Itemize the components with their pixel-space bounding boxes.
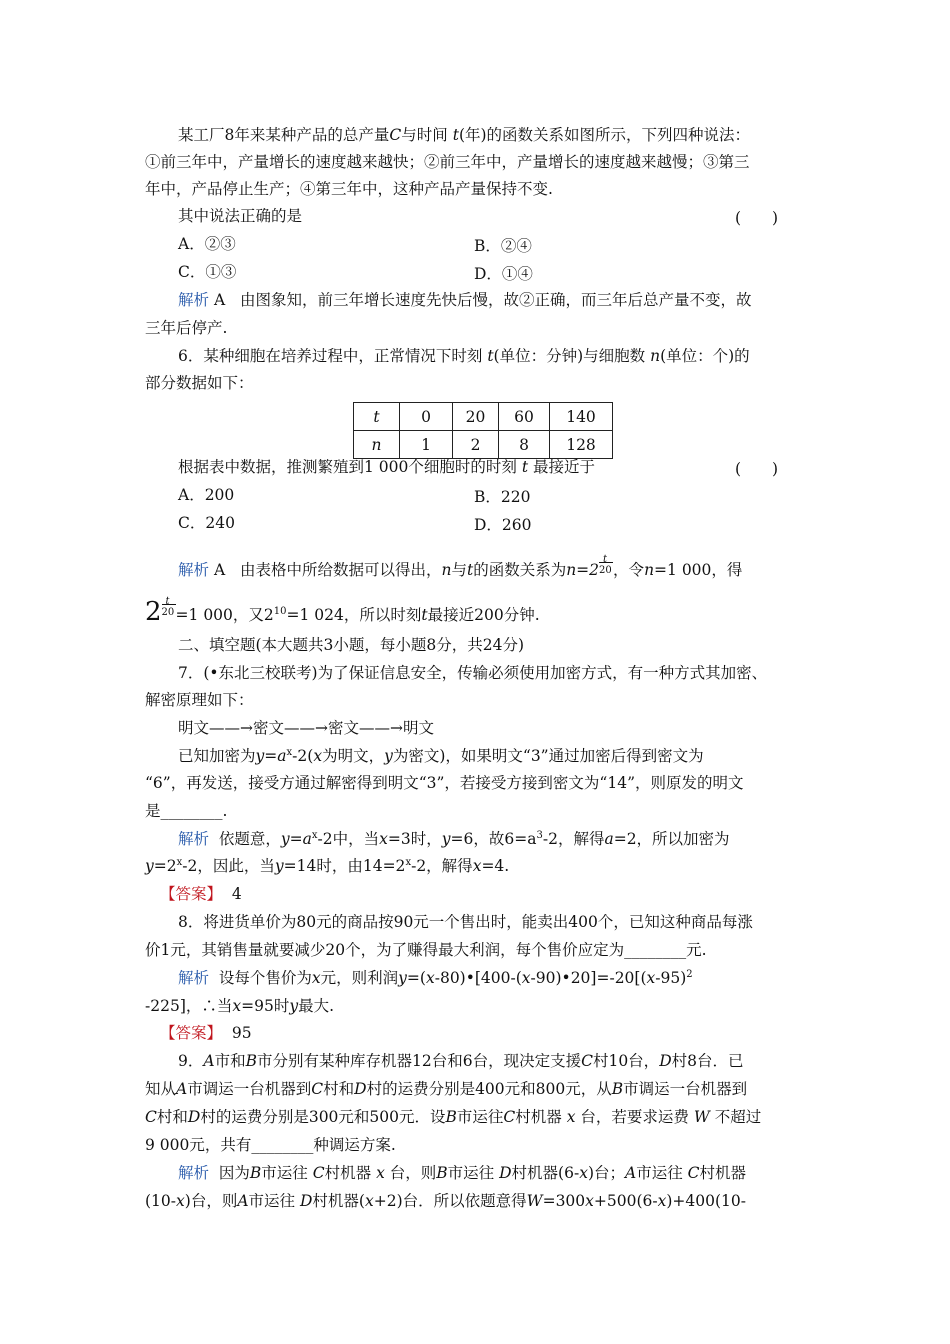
q6-data-table [353, 402, 613, 459]
q5-prompt: 其中说法正确的是 [178, 207, 303, 225]
jiexi-label: 解析 [178, 969, 210, 987]
q7-solution-1: 解析 依题意，$y=a^x-2$中，当x=3时，y=6，故$6=a^3-2$，解得a=2，所以加密为 [178, 830, 730, 848]
q7-flow: 明文——→密文——→密文——→明文 [178, 719, 434, 737]
table-cell: 60 [499, 403, 550, 431]
q5-line-2: ①前三年中，产量增长的速度越来越快；②前三年中，产量增长的速度越来越慢；③第三 [145, 153, 750, 171]
q5-line-3: 年中，产品停止生产；④第三年中，这种产品产量保持不变. [145, 180, 553, 198]
q6-option-c: C．240 [178, 514, 235, 532]
q8-line-1: 8．将进货单价为80元的商品按90元一个售出时，能卖出400个，已知这种商品每涨 [178, 913, 753, 931]
q7-solution-2: $y=2^x-2$，因此，当y=14时，由$14=2^x-2$，解得x=4. [145, 857, 510, 875]
q9-line-2: 知从A市调运一台机器到C村和D村的运费分别是400元和800元，从B市调运一台机器到 [145, 1080, 748, 1098]
q5-option-a: A．②③ [178, 235, 236, 253]
q8-solution-2: -225]，∴当x=95时y最大. [145, 997, 335, 1015]
q7-line-5: “6”，再发送，接受方通过解密得到明文“3”，若接受方接到密文为“14”，则原发的明文 [145, 774, 744, 792]
jiexi-label: 解析 [178, 561, 210, 579]
q5-solution-1: 解析 A 由图象知，前三年增长速度先快后慢，故②正确，而三年后总产量不变，故 [178, 291, 752, 309]
q9-solution-2: (10-x)台，则A市运往 D村机器(x+2)台．所以依题意得W=300x+500(6-x)+400(10- [145, 1192, 747, 1210]
q6-solution-1: 解析 A 由表格中所给数据可以得出，n与t的函数关系为n=2 t 20 ，令n=1 000，得 [178, 554, 743, 579]
q8-solution-1: 解析 设每个售价为x元，则利润$y=(x-80)•[400-(x-90)•20]=-20[(x-95)^2$ [178, 969, 693, 987]
q6-solution-2: 2 t 20 =1 000，又$2^{10}=1$ 024，所以时刻t最接近200分钟. [145, 596, 540, 627]
q5-option-c: C．①③ [178, 263, 237, 281]
q5-option-d: D．①④ [474, 265, 533, 283]
table-cell: 20 [453, 403, 499, 431]
q7-line-1: 7．(•东北三校联考)为了保证信息安全，传输必须使用加密方式，有一种方式其加密、 [178, 664, 768, 682]
base-two: 2 [145, 597, 162, 627]
q7-line-4: 已知加密为$y=a^x-2(x$为明文，y为密文)，如果明文“3”通过加密后得到密文为 [178, 747, 704, 765]
jiexi-label: 解析 [178, 291, 210, 309]
table-row [354, 431, 613, 459]
exponent-fraction: t 20 [161, 596, 175, 618]
q6-option-d: D．260 [474, 516, 532, 534]
q5-option-b: B．②④ [474, 237, 532, 255]
q6-prompt: 根据表中数据，推测繁殖到1 000个细胞时的时刻 t 最接近于 [178, 458, 595, 476]
answer-label: 【答案】 [160, 1024, 223, 1042]
exponent-fraction: t 20 [599, 554, 612, 576]
q9-line-3: C村和D村的运费分别是300元和500元．设B市运往C村机器 x 台，若要求运费 W 不超过 [145, 1108, 762, 1126]
table-cell: 0 [400, 403, 453, 431]
section-heading: 二、填空题(本大题共3小题，每小题8分，共24分) [178, 636, 525, 654]
q7-line-2: 解密原理如下： [145, 691, 254, 709]
q9-line-4: 9 000元，共有________种调运方案. [145, 1136, 396, 1154]
table-cell: t [354, 403, 400, 431]
table-cell: 1 [400, 431, 453, 459]
q7-answer: 【答案】 4 [160, 885, 242, 903]
jiexi-label: 解析 [178, 1164, 210, 1182]
q9-line-1: 9．A市和B市分别有某种库存机器12台和6台，现决定支援C村10台，D村8台．已 [178, 1052, 744, 1070]
q5-answer-paren: ( ) [735, 209, 779, 227]
table-row [354, 403, 613, 431]
table-cell: 128 [550, 431, 613, 459]
q6-answer-paren: ( ) [735, 460, 779, 478]
q8-line-2: 价1元，其销售量就要减少20个，为了赚得最大利润，每个售价应定为________元. [145, 941, 707, 959]
table-cell: 140 [550, 403, 613, 431]
q6-option-a: A．200 [178, 486, 235, 504]
table-cell: 2 [453, 431, 499, 459]
q8-answer: 【答案】 95 [160, 1024, 252, 1042]
jiexi-label: 解析 [178, 830, 210, 848]
answer-label: 【答案】 [160, 885, 223, 903]
q5-line-1: 某工厂8年来某种产品的总产量C与时间 t(年)的函数关系如图所示，下列四种说法： [178, 126, 751, 144]
q6-option-b: B．220 [474, 488, 531, 506]
table-cell: 8 [499, 431, 550, 459]
q7-line-6: 是________. [145, 802, 228, 820]
q6-line-2: 部分数据如下： [145, 374, 254, 392]
table-cell: n [354, 431, 400, 459]
q9-solution-1: 解析 因为B市运往 C村机器 x 台，则B市运往 D村机器(6-x)台；A市运往 C村机器 [178, 1164, 747, 1182]
q6-line-1: 6．某种细胞在培养过程中，正常情况下时刻 t(单位：分钟)与细胞数 n(单位：个)的 [178, 347, 750, 365]
q5-solution-2: 三年后停产. [145, 319, 228, 337]
